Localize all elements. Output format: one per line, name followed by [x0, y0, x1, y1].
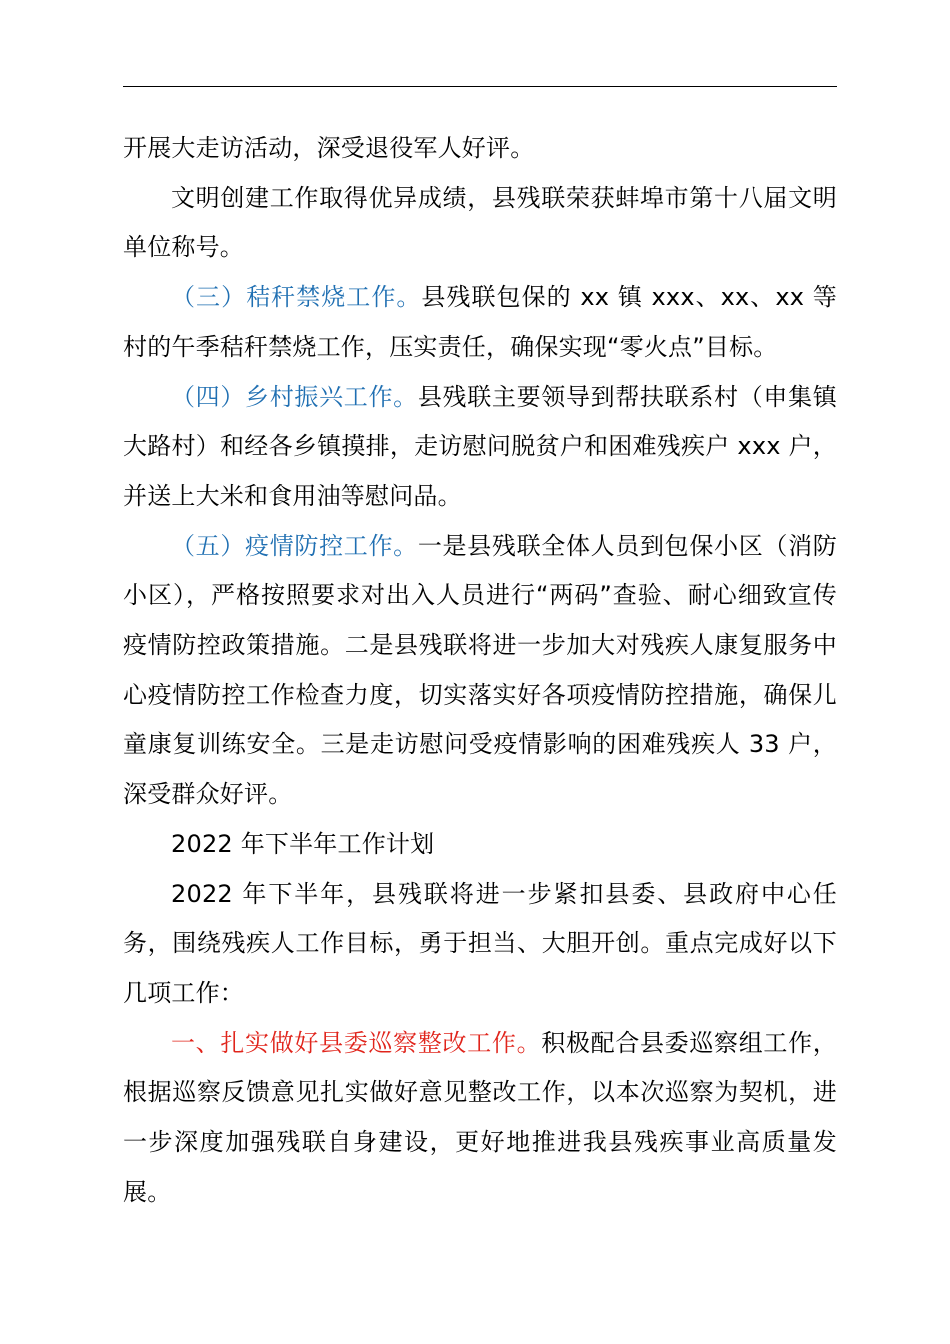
paragraph-text: 积极配合县委巡察组工作，根据巡察反馈意见扎实做好意见整改工作，以本次巡察为契机，进一步深度加强残联自身建设，更好地推进我县残疾事业高质量发展。	[123, 1028, 837, 1206]
paragraph-text: 一是县残联全体人员到包保小区（消防小区），严格按照要求对出入人员进行“两码”查验、耐心细致宣传疫情防控政策措施。二是县残联将进一步加大对残疾人康复服务中心疫情防控工作检查力度，切实落实好各项疫情防控措施，确保儿童康复训练安全。三是走访慰问受疫情影响的困难残疾人 33 户，深受群众好评。	[123, 531, 837, 809]
paragraph-rural-revitalization	[123, 373, 837, 522]
paragraph-text: 2022 年下半年，县残联将进一步紧扣县委、县政府中心任务，围绕残疾人工作目标，勇于担当、大胆开创。重点完成好以下几项工作：	[123, 879, 837, 1007]
paragraph-straw-burning	[123, 273, 837, 372]
paragraph-text: 文明创建工作取得优异成绩，县残联荣获蚌埠市第十八届文明单位称号。	[123, 183, 837, 262]
paragraph-text: 县残联包保的 xx 镇 xxx、xx、xx 等村的午季秸秆禁烧工作，压实责任，确保实现“零火点”目标。	[123, 283, 837, 361]
section-heading-inspection-rectification: 一、扎实做好县委巡察整改工作。	[171, 1028, 542, 1057]
section-heading-epidemic-control: （五）疫情防控工作。	[171, 531, 418, 560]
paragraph-civilization-award	[123, 174, 837, 273]
section-heading-rural-revitalization: （四）乡村振兴工作。	[171, 382, 418, 411]
paragraph-inspection-rectification	[123, 1019, 837, 1218]
paragraph-plan-intro	[123, 870, 837, 1019]
paragraph-text: 开展大走访活动，深受退役军人好评。	[123, 134, 535, 162]
section-heading-straw-burning: （三）秸秆禁烧工作。	[171, 283, 422, 312]
paragraph-text: 县残联主要领导到帮扶联系村（申集镇大路村）和经各乡镇摸排，走访慰问脱贫户和困难残疾户 xxx 户，并送上大米和食用油等慰问品。	[123, 382, 837, 510]
document-body	[123, 124, 837, 1217]
paragraph-text: 2022 年下半年工作计划	[171, 829, 435, 858]
plan-title	[123, 820, 837, 870]
header-rule	[123, 86, 837, 87]
paragraph-epidemic-control	[123, 522, 837, 820]
paragraph-veterans-visit	[123, 124, 837, 174]
